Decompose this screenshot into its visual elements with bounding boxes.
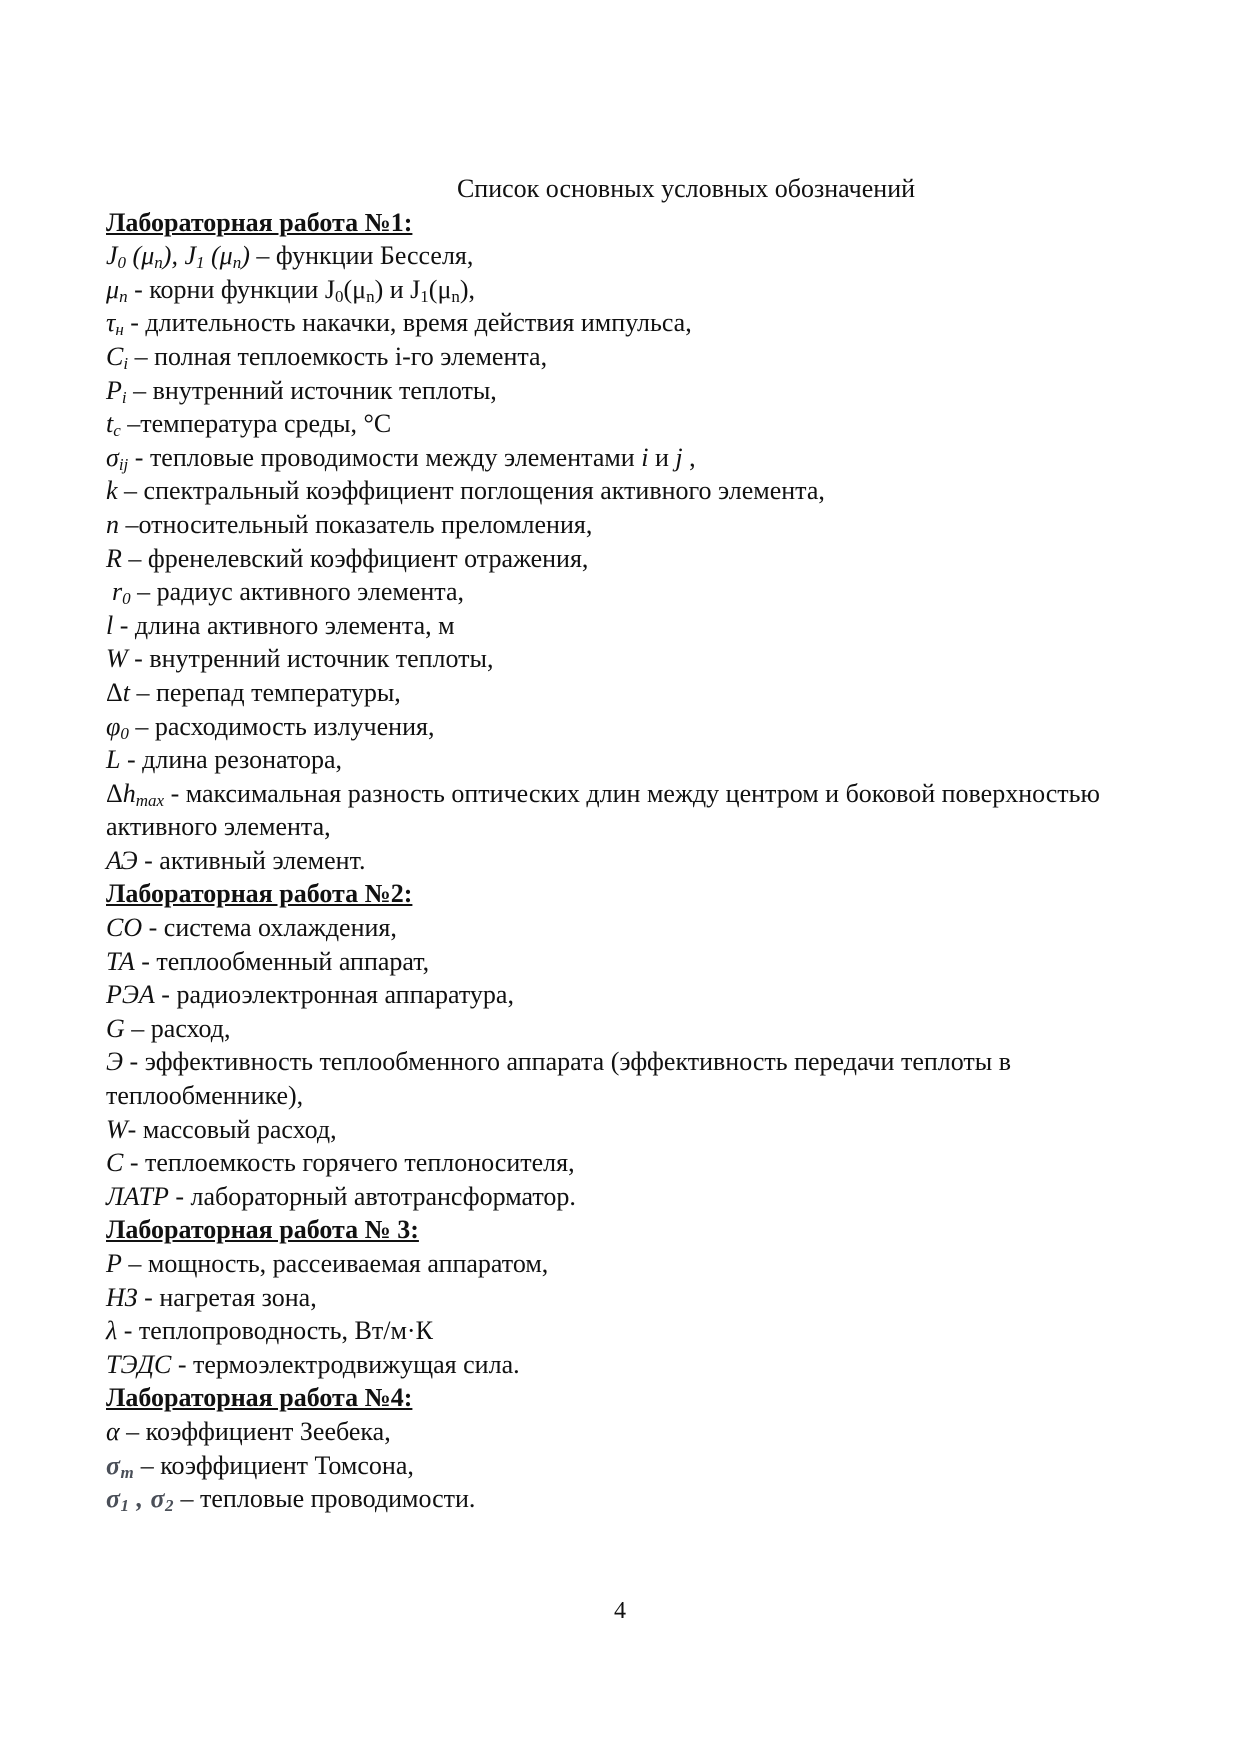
list-item: $t_c$ –температура среды, °С xyxy=(106,409,392,441)
page-number: 4 xyxy=(614,1598,626,1624)
list-item: $\sigma_1$ , $\sigma_2$ – тепловые проводимости. xyxy=(106,1484,476,1516)
page-title: Список основных условных обозначений xyxy=(456,174,916,203)
list-item: $\sigma_т$ – коэффициент Томсона, xyxy=(106,1450,414,1482)
list-item: АЭ - активный элемент. xyxy=(106,845,366,875)
list-item: k – спектральный коэффициент поглощения активного элемента, xyxy=(106,476,825,506)
list-item: СО - система охлаждения, xyxy=(106,913,397,943)
lab-1-heading: Лабораторная работа №1: xyxy=(106,207,413,237)
list-item: С - теплоемкость горячего теплоносителя, xyxy=(106,1148,575,1178)
lab-4-heading: Лабораторная работа №4: xyxy=(106,1383,413,1413)
list-item: Р – мощность, рассеиваемая аппаратом, xyxy=(106,1249,549,1278)
list-item: $\Delta h_{max}$ - максимальная разность оптических длин между центром и боковой поверхностью активного элемента, xyxy=(106,778,1100,842)
list-item: $r_0$ – радиус активного элемента, xyxy=(112,577,464,609)
list-item: L - длина резонатора, xyxy=(106,745,343,775)
list-item: $J_0$ $(\mu_n)$, $J_1$ $(\mu_n)$ – функции Бесселя, xyxy=(106,241,474,273)
list-item: Э - эффективность теплообменного аппарата (эффективность передачи теплоты в теплообменнике), xyxy=(106,1047,1012,1111)
list-item: $C_i$ – полная теплоемкость i-го элемента, xyxy=(106,341,548,373)
list-item: ЛАТР - лабораторный автотрансформатор. xyxy=(106,1181,576,1211)
list-item: $\sigma_{ij}$ - тепловые проводимости между элементами i и j , xyxy=(106,442,696,474)
list-item: НЗ - нагретая зона, xyxy=(106,1282,317,1312)
list-item: Δt – перепад температуры, xyxy=(106,677,401,707)
list-item: $\tau_н$ - длительность накачки, время действия импульса, xyxy=(106,308,692,340)
document-body xyxy=(106,172,1186,1516)
list-item: l - длина активного элемента, м xyxy=(106,610,455,640)
list-item: W - внутренний источник теплоты, xyxy=(106,644,494,674)
lab-2-heading: Лабораторная работа №2: xyxy=(106,879,413,909)
list-item: W- массовый расход, xyxy=(106,1114,337,1144)
list-item: R – френелевский коэффициент отражения, xyxy=(106,543,589,573)
list-item: $P_i$ – внутренний источник теплоты, xyxy=(106,375,497,407)
list-item: α – коэффициент Зеебека, xyxy=(106,1416,391,1446)
list-item: n –относительный показатель преломления, xyxy=(106,509,593,539)
list-item: ТЭДС - термоэлектродвижущая сила. xyxy=(106,1349,520,1379)
list-item: $\mu_n$ - корни функции $J_0(\mu_n)$ и $J_1(\mu_n)$, xyxy=(106,274,476,306)
list-item: λ - теплопроводность, Вт/м·К xyxy=(106,1316,433,1346)
list-item: ТА - теплообменный аппарат, xyxy=(106,946,430,976)
list-item: $\varphi_0$ – расходимость излучения, xyxy=(106,711,435,743)
list-item: G – расход, xyxy=(106,1013,231,1043)
list-item: РЭА - радиоэлектронная аппаратура, xyxy=(106,980,514,1010)
lab-3-heading: Лабораторная работа № 3: xyxy=(106,1215,419,1245)
